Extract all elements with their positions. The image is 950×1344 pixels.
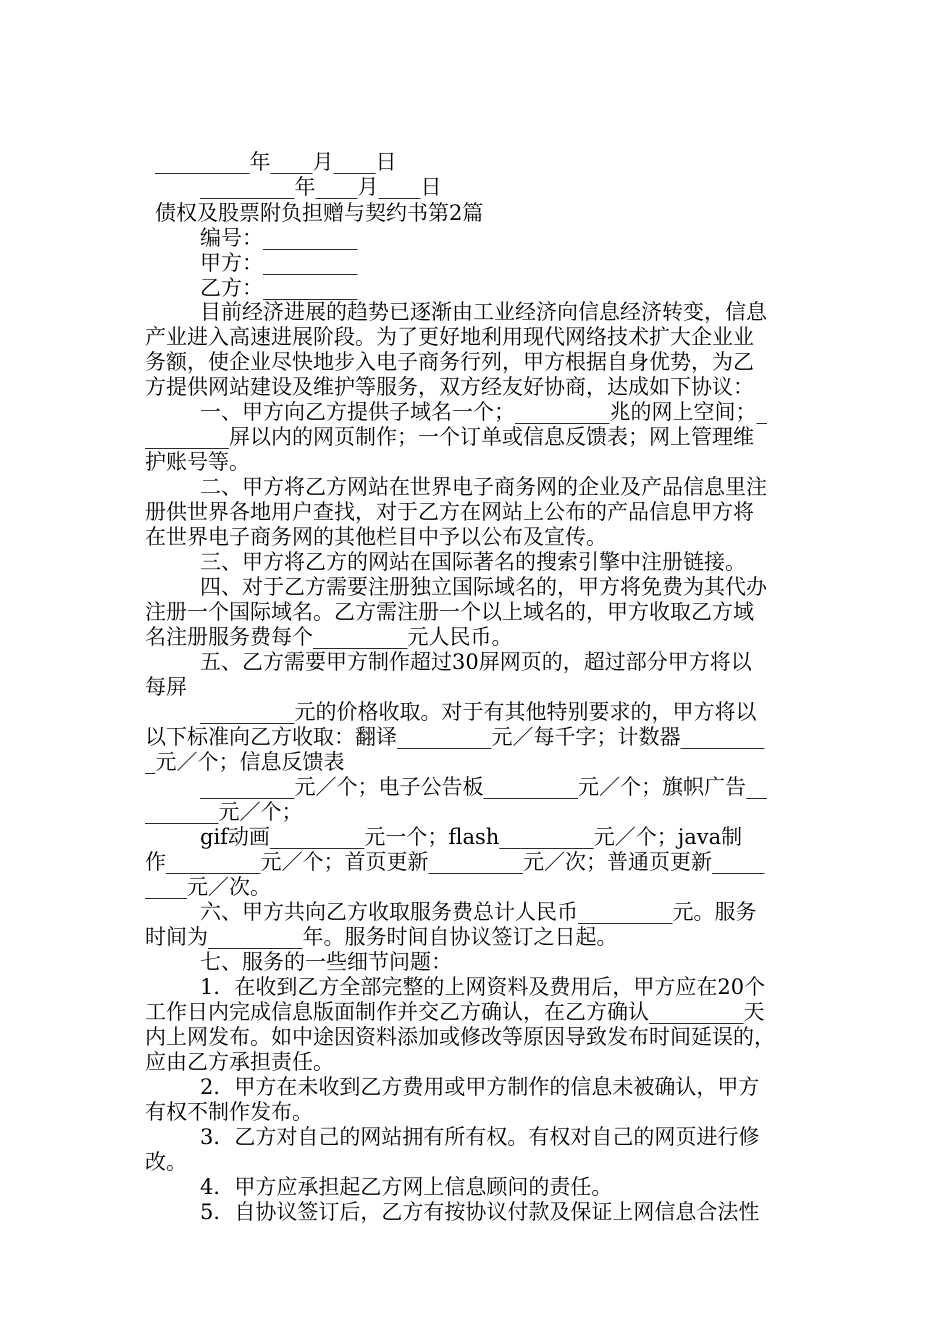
body-line: 四、对于乙方需要注册独立国际域名的，甲方将免费为其代办 <box>200 575 767 599</box>
body-line: 五、乙方需要甲方制作超过30屏网页的，超过部分甲方将以 <box>200 650 752 674</box>
body-line: 工作日内完成信息版面制作并交乙方确认，在乙方确认_________天 <box>145 1000 765 1024</box>
body-line: ________屏以内的网页制作；一个订单或信息反馈表；网上管理维 <box>145 425 754 449</box>
body-line: 时间为_________年。服务时间自协议签订之日起。 <box>145 925 618 949</box>
body-line: 应由乙方承担责任。 <box>145 1050 334 1074</box>
date-line: _________年____月____日 <box>200 175 442 199</box>
body-line: 产业进入高速进展阶段。为了更好地利用现代网络技术扩大企业业 <box>145 325 754 349</box>
body-line: 护账号等。 <box>145 450 250 474</box>
body-line: 名注册服务费每个_________元人民币。 <box>145 625 513 649</box>
body-line: _______元／个； <box>145 800 303 824</box>
date-line: _________年____月____日 <box>155 150 397 174</box>
body-line: 六、甲方共向乙方收取服务费总计人民币_________元。服务 <box>200 900 757 924</box>
body-line: 有权不制作发布。 <box>145 1100 313 1124</box>
body-line: 方提供网站建设及维护等服务，双方经友好协商，达成如下协议： <box>145 375 754 399</box>
body-line: 注册一个国际域名。乙方需注册一个以上域名的，甲方收取乙方域 <box>145 600 754 624</box>
body-line: 1．在收到乙方全部完整的上网资料及费用后，甲方应在20个 <box>200 975 766 999</box>
body-line: 每屏 <box>145 675 187 699</box>
body-line: 2．甲方在未收到乙方费用或甲方制作的信息未被确认，甲方 <box>200 1075 760 1099</box>
body-line: 目前经济进展的趋势已逐渐由工业经济向信息经济转变，信息 <box>200 300 767 324</box>
body-line: _________元的价格收取。对于有其他特别要求的，甲方将以 <box>200 700 757 724</box>
body-line: 册供世界各地用户查找，对于乙方在网站上公布的产品信息甲方将 <box>145 500 754 524</box>
body-line: 内上网发布。如中途因资料添加或修改等原因导致发布时间延误的， <box>145 1025 775 1049</box>
body-line: 在世界电子商务网的其他栏目中予以公布及宣传。 <box>145 525 607 549</box>
body-line: 一、甲方向乙方提供子域名一个；_________兆的网上空间；_ <box>200 400 767 424</box>
body-line: 作_________元／个；首页更新_________元／次；普通页更新_____ <box>145 850 765 874</box>
document-title: 债权及股票附负担赠与契约书第2篇 <box>155 201 484 225</box>
body-line: _________元／个；电子公告板_________元／个；旗帜广告__ <box>200 775 767 799</box>
body-line: gif动画_________元一个；flash_________元／个；java制 <box>200 825 743 849</box>
body-line: ____元／次。 <box>145 875 271 899</box>
body-line: 5．自协议签订后，乙方有按协议付款及保证上网信息合法性 <box>200 1200 760 1224</box>
party-a-field: 甲方：_________ <box>200 251 358 275</box>
body-line: 改。 <box>145 1150 187 1174</box>
body-line: 二、甲方将乙方网站在世界电子商务网的企业及产品信息里注 <box>200 475 767 499</box>
body-line: 三、甲方将乙方的网站在国际著名的搜索引擎中注册链接。 <box>200 550 746 574</box>
body-line: 4．甲方应承担起乙方网上信息顾问的责任。 <box>200 1175 613 1199</box>
body-line: 七、服务的一些细节问题： <box>200 950 452 974</box>
body-line: 3．乙方对自己的网站拥有所有权。有权对自己的网页进行修 <box>200 1125 760 1149</box>
body-line: 务额，使企业尽快地步入电子商务行列，甲方根据自身优势，为乙 <box>145 350 754 374</box>
party-b-field: 乙方：_________ <box>200 276 358 300</box>
body-line: _元／个；信息反馈表 <box>145 750 345 774</box>
number-field: 编号：_________ <box>200 226 358 250</box>
body-line: 以下标准向乙方收取：翻译_________元／每千字；计数器________ <box>145 725 765 749</box>
